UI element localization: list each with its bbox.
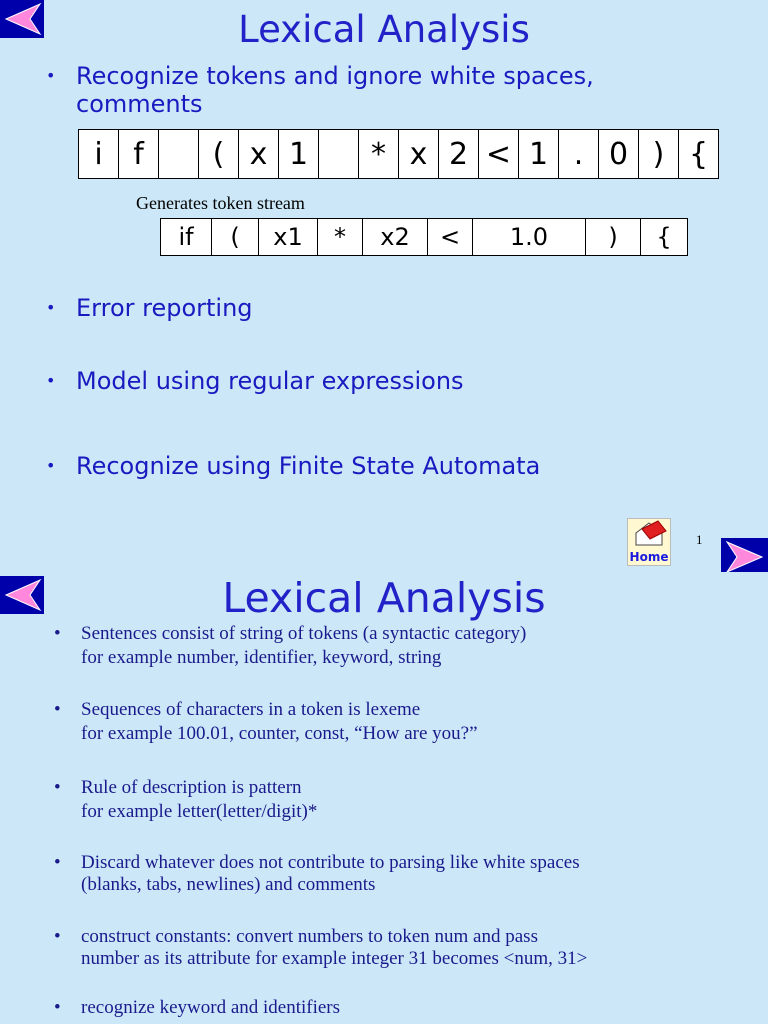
character-cell: x — [239, 130, 279, 179]
token-cell: ( — [212, 219, 259, 256]
character-cell: 0 — [599, 130, 639, 179]
page-number: 1 — [696, 532, 703, 547]
bullet-line: Sequences of characters in a token is lexeme — [81, 699, 421, 720]
right-arrow-icon — [721, 538, 768, 576]
bullet-dot: • — [46, 298, 56, 317]
token-stream-table — [160, 218, 688, 256]
token-cell: < — [428, 219, 473, 256]
bullet-dot: • — [54, 699, 61, 720]
bullet-dot: • — [46, 66, 56, 85]
slide-2 — [0, 572, 768, 1024]
home-label: Home — [629, 550, 669, 564]
bullet-text: Recognize tokens and ignore white spaces, — [76, 62, 594, 90]
character-cell: f — [119, 130, 159, 179]
slide-title: Lexical Analysis — [238, 8, 530, 51]
home-button[interactable] — [627, 518, 671, 566]
character-cell: < — [479, 130, 519, 179]
bullet-dot: • — [54, 852, 61, 873]
bullet-dot: • — [46, 371, 56, 390]
bullet-text: Error reporting — [76, 294, 253, 322]
bullet-line: Rule of description is pattern — [81, 777, 302, 798]
bullet-dot: • — [54, 623, 61, 644]
slide-title: Lexical Analysis — [222, 574, 546, 622]
home-icon — [628, 519, 670, 549]
bullet-line: for example number, identifier, keyword, string — [81, 647, 442, 668]
bullet-line: Sentences consist of string of tokens (a syntactic category) — [81, 623, 527, 644]
bullet-line: construct constants: convert numbers to token num and pass — [81, 926, 538, 947]
bullet-line: recognize keyword and identifiers — [81, 997, 341, 1018]
bullet-dot: • — [54, 926, 61, 947]
bullet-text: comments — [76, 90, 203, 118]
bullet-dot: • — [54, 997, 61, 1018]
character-cell: * — [359, 130, 399, 179]
token-cell: if — [161, 219, 212, 256]
character-cell: i — [79, 130, 119, 179]
token-cell: x1 — [259, 219, 318, 256]
next-slide-button[interactable] — [721, 538, 768, 576]
character-cell: { — [679, 130, 719, 179]
token-cell: x2 — [363, 219, 428, 256]
character-cell: 2 — [439, 130, 479, 179]
bullet-line: for example 100.01, counter, const, “How are you?” — [81, 723, 478, 744]
character-cell — [159, 130, 199, 179]
bullet-line: (blanks, tabs, newlines) and comments — [81, 874, 376, 895]
bullet-line: for example letter(letter/digit)* — [81, 801, 318, 822]
character-cell: . — [559, 130, 599, 179]
bullet-line: Discard whatever does not contribute to parsing like white spaces — [81, 852, 580, 873]
token-cell: ) — [586, 219, 641, 256]
token-stream-caption: Generates token stream — [136, 193, 305, 213]
character-cell: 1 — [279, 130, 319, 179]
token-cell: 1.0 — [473, 219, 586, 256]
character-cell: ( — [199, 130, 239, 179]
character-cell: 1 — [519, 130, 559, 179]
bullet-dot: • — [46, 456, 56, 475]
bullet-text: Recognize using Finite State Automata — [76, 452, 541, 480]
bullet-text: Model using regular expressions — [76, 367, 464, 395]
token-cell: * — [318, 219, 363, 256]
character-stream-table — [78, 129, 719, 179]
bullet-line: number as its attribute for example integer 31 becomes <num, 31> — [81, 948, 588, 969]
character-cell: x — [399, 130, 439, 179]
token-cell: { — [641, 219, 688, 256]
character-cell: ) — [639, 130, 679, 179]
character-cell — [319, 130, 359, 179]
bullet-dot: • — [54, 777, 61, 798]
